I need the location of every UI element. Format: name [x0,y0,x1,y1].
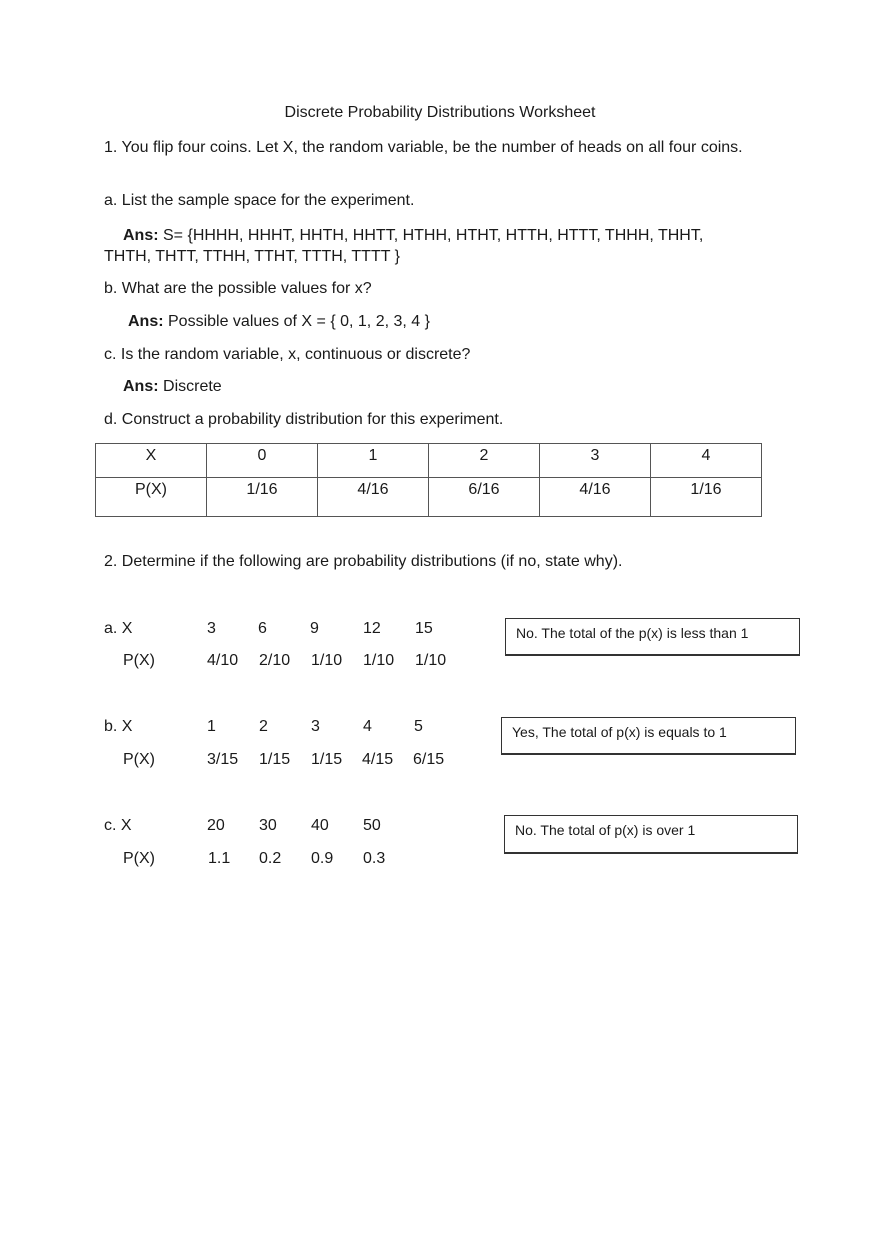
question-1-text: 1. You flip four coins. Let X, the random variable, be the number of heads on all four coins. [104,139,743,156]
part-c-p-value: 0.3 [363,850,386,867]
part-a-x-value: 12 [363,620,381,637]
part-b-x-value: 4 [363,718,372,735]
answer-box-a: No. The total of the p(x) is less than 1 [505,618,800,656]
table-cell: 1/16 [207,478,318,517]
part-c-x-value: 50 [363,817,381,834]
answer-text: Discrete [158,378,222,395]
part-a-x-value: 6 [258,620,267,637]
part-b-p-value: 4/15 [362,751,394,768]
part-c-p-value: 0.9 [311,850,334,867]
part-b-x-value: 1 [207,718,216,735]
part-b-x-value: 3 [311,718,320,735]
part-b-x-value: 5 [414,718,423,735]
answer-label: Ans: [123,227,159,244]
table-header-x: X [96,444,207,478]
part-c-x-value: 40 [311,817,329,834]
table-cell: 1/16 [651,478,762,517]
answer-1b [128,313,430,331]
answer-1a-line2: THTH, THTT, TTHH, TTHT, TTTH, TTTT } [104,248,400,265]
table-cell: 1 [318,444,429,478]
table-cell: 0 [207,444,318,478]
part-a-x-value: 3 [207,620,216,637]
question-1d-text: d. Construct a probability distribution for this experiment. [104,411,504,428]
part-a-p-value: 1/10 [415,652,447,669]
question-1c-text: c. Is the random variable, x, continuous or discrete? [104,346,471,363]
part-c-p-value: 0.2 [259,850,282,867]
answer-1c [123,378,222,396]
answer-label: Ans: [123,378,159,395]
table-cell: 6/16 [429,478,540,517]
table-header-px: P(X) [96,478,207,517]
part-b-p-value: 1/15 [259,751,291,768]
table-cell: 4 [651,444,762,478]
part-c-x-label: c. X [104,817,132,834]
answer-1a-line1 [123,225,703,246]
part-a-x-label: a. X [104,620,133,637]
answer-text: S= {HHHH, HHHT, HHTH, HHTT, HTHH, HTHT, HTTH, HTTT, THHH, THHT, [158,227,704,244]
part-a-p-value: 1/10 [311,652,343,669]
part-b-x-label: b. X [104,718,133,735]
part-a-p-value: 4/10 [207,652,239,669]
answer-text: Possible values of X = { 0, 1, 2, 3, 4 } [163,313,430,330]
part-c-x-value: 20 [207,817,225,834]
answer-box-c: No. The total of p(x) is over 1 [504,815,798,854]
question-2-text: 2. Determine if the following are probability distributions (if no, state why). [104,553,623,570]
part-b-p-value: 3/15 [207,751,239,768]
answer-label: Ans: [128,313,164,330]
part-b-p-value: 1/15 [311,751,343,768]
part-a-x-value: 9 [310,620,319,637]
part-c-p-value: 1.1 [208,850,231,867]
question-1b-text: b. What are the possible values for x? [104,280,372,297]
answer-box-b: Yes, The total of p(x) is equals to 1 [501,717,796,755]
part-a-p-value: 2/10 [259,652,291,669]
part-a-p-value: 1/10 [363,652,395,669]
table-row-x [96,444,762,478]
table-cell: 3 [540,444,651,478]
part-a-x-value: 15 [415,620,433,637]
table-row-px [96,478,762,517]
table-cell: 2 [429,444,540,478]
part-b-x-value: 2 [259,718,268,735]
page-title: Discrete Probability Distributions Worksheet [284,104,596,121]
probability-distribution-table [95,443,762,517]
part-c-p-label: P(X) [123,850,155,867]
table-cell: 4/16 [540,478,651,517]
part-a-p-label: P(X) [123,652,155,669]
part-b-p-label: P(X) [123,751,155,768]
part-c-x-value: 30 [259,817,277,834]
table-cell: 4/16 [318,478,429,517]
question-1a-text: a. List the sample space for the experiment. [104,192,415,209]
part-b-p-value: 6/15 [413,751,445,768]
